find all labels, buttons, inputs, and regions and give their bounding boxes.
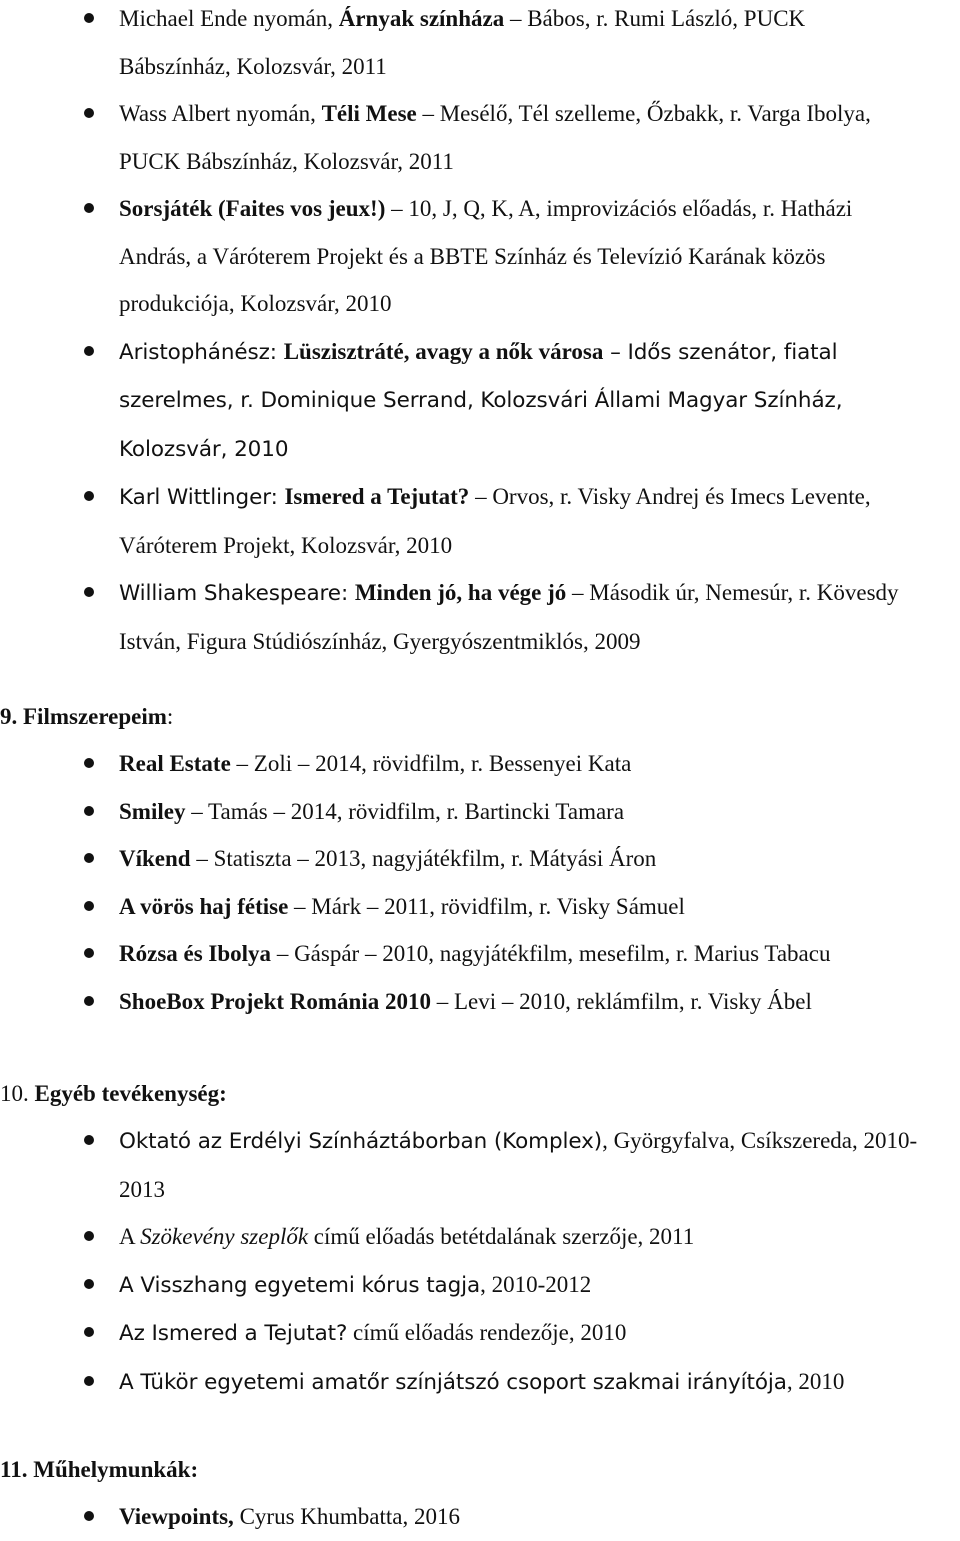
item-text: Az Ismered a Tejutat? — [119, 1321, 348, 1346]
list-item — [0, 788, 960, 836]
item-detail: – Második úr, Nemesúr, r. Kövesdy István, Figura Stúdiószínház, Gyergyószentmiklós, 2009 — [119, 580, 899, 654]
bullet-icon — [84, 1231, 94, 1241]
item-prefix: William Shakespeare: — [119, 581, 355, 606]
bullet-icon — [84, 806, 94, 816]
item-title: Téli Mese — [321, 101, 417, 126]
item-title: A vörös haj fétise — [119, 893, 289, 919]
item-prefix: Aristophánész: — [119, 339, 284, 365]
item-prefix: Karl Wittlinger: — [119, 485, 285, 510]
section-title: Filmszerepeim — [23, 704, 167, 729]
list-item — [0, 1309, 960, 1358]
item-detail: – Márk – 2011, rövidfilm, r. Visky Sámuel — [288, 893, 685, 919]
section-title: Egyéb tevékenység: — [34, 1081, 227, 1106]
list-item — [0, 978, 960, 1026]
section-number: 10. — [0, 1081, 29, 1106]
bullet-icon — [84, 13, 94, 23]
bullet-icon — [84, 1327, 94, 1337]
item-detail: , 2010 — [786, 1368, 845, 1394]
list-item — [0, 569, 960, 665]
list-item — [0, 1117, 960, 1213]
list-item — [0, 930, 960, 978]
bullet-icon — [84, 901, 94, 911]
item-title: Ismered a Tejutat? — [284, 484, 470, 509]
item-title: Víkend — [119, 846, 191, 871]
list-item — [0, 1358, 960, 1407]
bullet-icon — [84, 853, 94, 863]
section-title: Műhelymunkák: — [33, 1457, 199, 1482]
list-item — [0, 883, 960, 931]
item-title: Sorsjáték (Faites vos jeux!) — [119, 196, 386, 221]
list-item — [0, 1213, 960, 1261]
item-detail: – Tamás – 2014, rövidfilm, r. Bartincki Tamara — [185, 798, 625, 824]
other-activities-list — [0, 1117, 960, 1406]
list-item — [0, 90, 960, 185]
list-item — [0, 185, 960, 328]
workshops-list — [0, 1493, 960, 1541]
item-detail: – Zoli – 2014, rövidfilm, r. Bessenyei Kata — [230, 751, 632, 776]
item-title: Lüszisztráté, avagy a nők városa — [283, 338, 604, 364]
bullet-icon — [84, 491, 94, 501]
item-detail: – Gáspár – 2010, nagyjátékfilm, mesefilm, r. Marius Tabacu — [271, 941, 831, 966]
item-detail: – Mesélő, Tél szelleme, Őzbakk, r. Varga Ibolya, PUCK Bábszínház, Kolozsvár, 2011 — [119, 101, 871, 174]
item-prefix: A — [119, 1224, 141, 1249]
list-item — [0, 328, 960, 474]
item-detail: – 10, J, Q, K, A, improvizációs előadás, r. Hatházi András, a Váróterem Projekt és a BBTE Színház és Televízió Karának közös produkciója, Kolozsvár, 2010 — [119, 196, 853, 316]
item-title: Rózsa és Ibolya — [119, 941, 272, 966]
list-item — [0, 473, 960, 569]
bullet-icon — [84, 108, 94, 118]
list-item — [0, 835, 960, 883]
item-title: Real Estate — [119, 751, 231, 776]
bullet-icon — [84, 948, 94, 958]
item-detail: – Statiszta – 2013, nagyjátékfilm, r. Mátyási Áron — [190, 846, 657, 871]
section-heading-workshops — [0, 1446, 198, 1494]
item-title: Szökevény szeplők — [140, 1224, 309, 1249]
theatre-roles-list — [0, 0, 960, 665]
item-detail: – Idős szenátor, fiatal szerelmes, r. Dominique Serrand, Kolozsvári Állami Magyar Színház, Kolozsvár, 2010 — [119, 339, 843, 462]
bullet-icon — [84, 1135, 94, 1145]
item-text: A Tükör egyetemi amatőr színjátszó csoport szakmai irányítója — [119, 1369, 787, 1395]
bullet-icon — [84, 346, 94, 356]
list-item — [0, 0, 960, 90]
section-number: 11. — [0, 1457, 28, 1482]
bullet-icon — [84, 1376, 94, 1386]
item-title: Smiley — [119, 798, 186, 824]
item-detail: , 2010-2012 — [480, 1271, 592, 1297]
item-prefix: Michael Ende nyomán, — [119, 6, 339, 31]
item-detail: – Bábos, r. Rumi László, PUCK Bábszínház, Kolozsvár, 2011 — [119, 6, 806, 79]
section-heading-other-activities — [0, 1070, 227, 1118]
item-detail: – Orvos, r. Visky Andrej és Imecs Levente, Váróterem Projekt, Kolozsvár, 2010 — [119, 484, 871, 558]
section-number: 9. — [0, 704, 18, 729]
list-item — [0, 740, 960, 788]
film-roles-list — [0, 740, 960, 1025]
item-detail: , Györgyfalva, Csíkszereda, 2010-2013 — [119, 1128, 918, 1202]
item-detail: című előadás betétdalának szerzője, 2011 — [308, 1224, 695, 1249]
item-text: Oktató az Erdélyi Színháztáborban (Komplex) — [119, 1129, 603, 1154]
item-title: Minden jó, ha vége jó — [354, 580, 567, 605]
item-title: Árnyak színháza — [338, 6, 505, 31]
bullet-icon — [84, 203, 94, 213]
bullet-icon — [84, 587, 94, 597]
item-detail: című előadás rendezője, 2010 — [347, 1320, 627, 1345]
bullet-icon — [84, 758, 94, 768]
bullet-icon — [84, 1511, 94, 1521]
bullet-icon — [84, 1279, 94, 1289]
section-colon: : — [166, 704, 174, 729]
list-item — [0, 1493, 960, 1541]
item-prefix: Wass Albert nyomán, — [119, 101, 322, 126]
bullet-icon — [84, 996, 94, 1006]
section-heading-films — [0, 693, 173, 741]
list-item — [0, 1261, 960, 1310]
item-detail: Cyrus Khumbatta, 2016 — [233, 1504, 460, 1529]
item-detail: – Levi – 2010, reklámfilm, r. Visky Ábel — [431, 988, 812, 1014]
item-text: A Visszhang egyetemi kórus tagja — [119, 1272, 481, 1298]
item-title: ShoeBox Projekt Románia 2010 — [119, 988, 431, 1014]
item-title: Viewpoints, — [119, 1504, 234, 1529]
